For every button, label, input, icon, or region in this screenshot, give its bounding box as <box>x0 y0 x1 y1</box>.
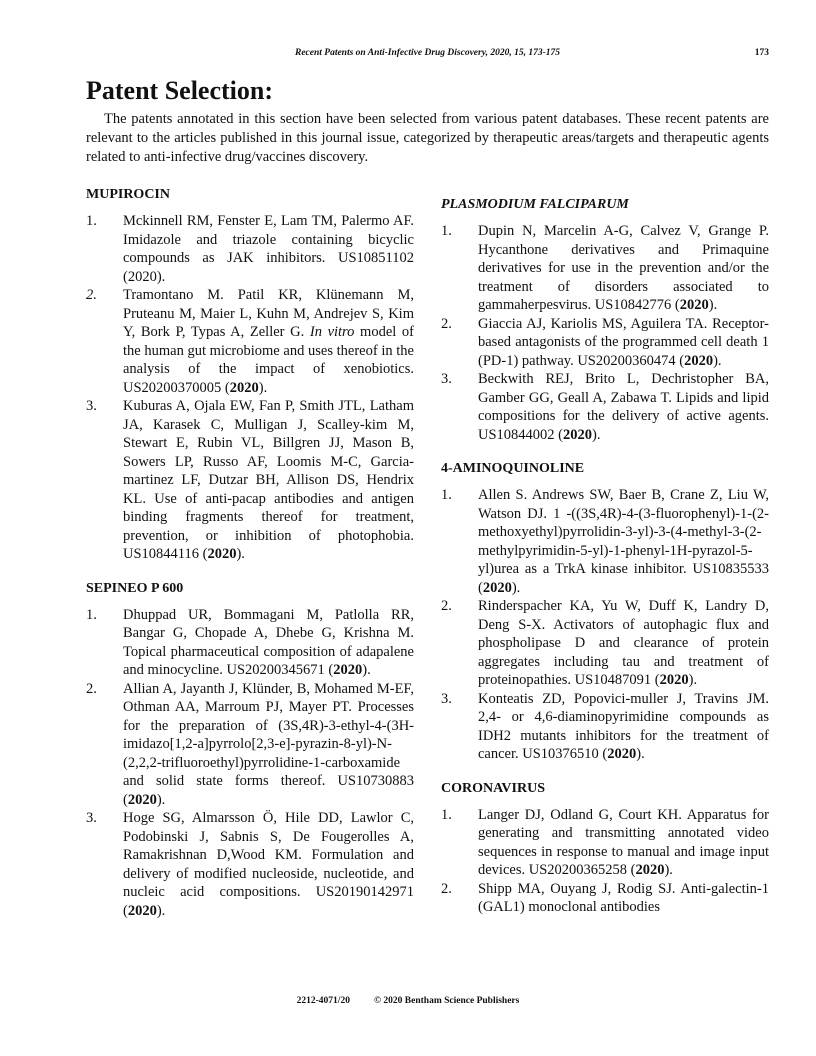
reference-list <box>441 806 769 917</box>
section-coronavirus <box>441 780 769 917</box>
reference-number: 2. <box>86 287 97 303</box>
reference-text: Shipp MA, Ouyang J, Rodig SJ. Anti-galectin-1 (GAL1) monoclonal antibodies <box>478 880 769 915</box>
reference-number: 1. <box>86 606 97 623</box>
section-plasmodium <box>441 196 769 444</box>
page-title: Patent Selection: <box>86 76 274 105</box>
section-heading: 4-AMINOQUINOLINE <box>441 461 585 476</box>
copyright: © 2020 Bentham Science Publishers <box>373 996 520 1006</box>
reference-text: Giaccia AJ, Kariolis MS, Aguilera TA. Receptor-based antagonists of the programmed cell death 1 (PD-1) pathway. US20200360474 (2020). <box>478 315 769 369</box>
section-heading: CORONAVIRUS <box>441 780 545 796</box>
reference-number: 1. <box>86 213 97 229</box>
reference-item <box>441 597 769 690</box>
left-column <box>86 186 414 936</box>
reference-item <box>441 690 769 764</box>
section-heading: PLASMODIUM FALCIPARUM <box>441 197 629 212</box>
reference-list <box>86 606 414 921</box>
reference-item <box>86 809 414 920</box>
section-heading: MUPIROCIN <box>86 187 170 202</box>
reference-text: Allian A, Jayanth J, Klünder, B, Mohamed M-EF, Othman AA, Marroum PJ, Mayer PT. Processes for the preparation of (3S,4R)-3-ethyl-4-(3H-imidazo[1,2-a]pyrrolo[2,3-e]-pyrazin-8-yl)-N-(2,2,2-trifluoroethyl)pyrrolidine-1-carboxamide and solid state forms thereof. US10730883 (2020). <box>123 680 414 808</box>
reference-number: 1. <box>441 223 452 239</box>
section-aminoquinoline <box>441 460 769 764</box>
right-column <box>441 186 769 933</box>
reference-item <box>441 222 769 315</box>
reference-item <box>86 397 414 564</box>
reference-text: Rinderspacher KA, Yu W, Duff K, Landry D, Deng S-X. Activators of autophagic flux and phospholipase D and clearance of protein aggregates including tau and treatment of proteinopathies. US10487091 (2020). <box>478 598 769 688</box>
reference-number: 2. <box>441 315 452 332</box>
reference-text: Mckinnell RM, Fenster E, Lam TM, Palermo AF. Imidazole and triazole containing bicyclic compounds as JAK inhibitors. US10851102 (2020). <box>123 213 414 285</box>
reference-number: 1. <box>441 806 452 823</box>
intro-paragraph: The patents annotated in this section have been selected from various patent databases. These recent patents are relevant to the articles published in this journal issue, categorized by therapeutic areas/targets and therapeutic agents related to anti-infective drug/vaccines discovery. <box>86 111 769 165</box>
reference-item <box>441 370 769 444</box>
issn: 2212-4071/20 <box>296 996 350 1006</box>
section-heading: SEPINEO P 600 <box>86 580 184 596</box>
reference-text: Kuburas A, Ojala EW, Fan P, Smith JTL, Latham JA, Karasek C, Mulligan J, Scalley-kim M, Stewart E, Rubin VL, Billgren JJ, Mason B, Sowers LP, Russo AF, Loomis M-C, Garcia-martinez LF, Dutzar BH, Allison DS, Hendrix KL. Use of anti-pacap antibodies and antigen binding fragments thereof for treatment, prevention, or inhibition of photophobia. US10844116 (2020). <box>123 398 414 562</box>
reference-number: 1. <box>441 487 452 503</box>
reference-text: Hoge SG, Almarsson Ö, Hile DD, Lawlor C, Podobinski J, Sabnis S, De Fougerolles A, Ramakrishnan D,Wood KM. Formulation and delivery of modified nucleoside, nucleotide, and nucleic acid compositions. US20190142971 (2020). <box>123 810 414 919</box>
section-mupirocin <box>86 186 414 564</box>
reference-text: Dupin N, Marcelin A-G, Calvez V, Grange P. Hycanthone derivatives and Primaquine derivatives for use in the prevention and/or the treatment of disorders associated to gammaherpesvirus. US10842776 (2020). <box>478 223 769 313</box>
reference-item <box>86 212 414 286</box>
reference-number: 3. <box>86 810 97 826</box>
reference-number: 2. <box>86 680 97 697</box>
reference-item <box>86 606 414 680</box>
section-sepineo <box>86 580 414 921</box>
reference-text: Langer DJ, Odland G, Court KH. Apparatus for generating and transmitting annotated video sequences in response to manual and image input devices. US20200365258 (2020). <box>478 806 769 878</box>
reference-item <box>441 486 769 597</box>
reference-list <box>441 222 769 444</box>
reference-item <box>441 806 769 880</box>
reference-number: 2. <box>441 880 452 897</box>
reference-text: Dhuppad UR, Bommagani M, Patlolla RR, Bangar G, Chopade A, Dhebe G, Krishna M. Topical pharmaceutical composition of adapalene and minocycline. US20200345671 (2020). <box>123 606 414 678</box>
page-footer <box>0 996 816 1006</box>
journal-citation: Recent Patents on Anti-Infective Drug Discovery, 2020, 15, 173-175 <box>294 48 560 58</box>
reference-item <box>86 680 414 810</box>
reference-item <box>441 315 769 371</box>
page-number: 173 <box>754 48 769 58</box>
reference-number: 3. <box>86 398 97 414</box>
reference-list <box>86 212 414 564</box>
reference-item <box>441 880 769 917</box>
reference-list <box>441 486 769 764</box>
reference-item <box>86 286 414 397</box>
reference-number: 3. <box>441 371 452 387</box>
reference-text: Konteatis ZD, Popovici-muller J, Travins JM. 2,4- or 4,6-diaminopyrimidine compounds as IDH2 mutants inhibitors for the treatment of cancer. US10376510 (2020). <box>478 690 769 762</box>
reference-text: Tramontano M. Patil KR, Klünemann M, Pruteanu M, Maier L, Kuhn M, Andrejev S, Kim Y, Bork P, Typas A, Zeller G. In vitro model of the human gut microbiome and uses thereof in the analysis of the impact of xenobiotics. US20200370005 (2020). <box>123 287 414 396</box>
reference-text: Beckwith REJ, Brito L, Dechristopher BA, Gamber GG, Geall A, Zabawa T. Lipids and lipid compositions for the delivery of active agents. US10844002 (2020). <box>478 371 769 443</box>
reference-number: 3. <box>441 690 452 707</box>
reference-number: 2. <box>441 598 452 614</box>
reference-text: Allen S. Andrews SW, Baer B, Crane Z, Liu W, Watson DJ. 1 -((3S,4R)-4-(3-fluorophenyl)-1-(2-methoxyethyl)pyrrolidin-3-yl)-3-(4-methyl-3-(2-methylpyrimidin-5-yl)-1-phenyl-1H-pyrazol-5-yl)urea as a TrkA kinase inhibitor. US10835533 (2020). <box>478 487 769 596</box>
